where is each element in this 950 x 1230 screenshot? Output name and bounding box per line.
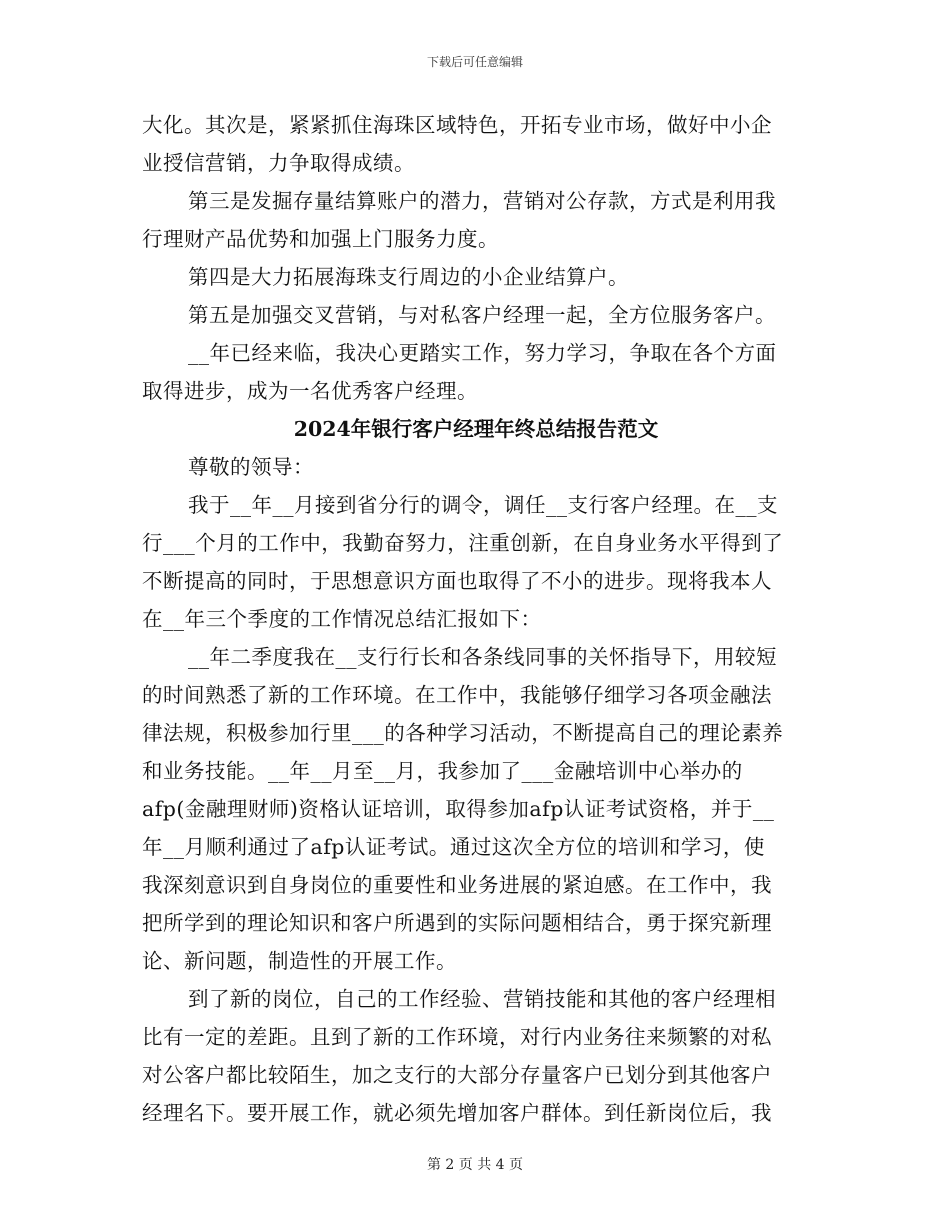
text-line: 在__年三个季度的工作情况总结汇报如下：: [142, 607, 542, 631]
text-line: 大化。其次是，紧紧抓住海珠区域特色，开拓专业市场，做好中小企: [142, 113, 772, 137]
text-line: 律法规，积极参加行里___的各种学习活动，不断提高自己的理论素养: [142, 721, 784, 745]
text-line: 我于__年__月接到省分行的调令，调任__支行客户经理。在__支: [188, 493, 778, 517]
text-line: __年二季度我在__支行行长和各条线同事的关怀指导下，用较短: [188, 645, 777, 669]
text-line: 到了新的岗位，自己的工作经验、营销技能和其他的客户经理相: [188, 987, 776, 1011]
text-line: 比有一定的差距。且到了新的工作环境，对行内业务往来频繁的对私: [142, 1025, 772, 1049]
text-line: 的时间熟悉了新的工作环境。在工作中，我能够仔细学习各项金融法: [142, 683, 772, 707]
page-header: 下载后可任意编辑: [426, 55, 523, 69]
text-line: 第三是发掘存量结算账户的潜力，营销对公存款，方式是利用我: [188, 189, 776, 213]
text-line: 业授信营销，力争取得成绩。: [142, 151, 415, 175]
text-line: 我深刻意识到自身岗位的重要性和业务进展的紧迫感。在工作中，我: [142, 873, 772, 897]
salutation: 尊敬的领导：: [188, 455, 314, 479]
document-body: [142, 106, 810, 1132]
text-line: 取得进步，成为一名优秀客户经理。: [142, 379, 478, 403]
text-line: 第五是加强交叉营销，与对私客户经理一起，全方位服务客户。: [188, 303, 776, 327]
text-line: 行___个月的工作中，我勤奋努力，注重创新，在自身业务水平得到了: [142, 531, 784, 555]
text-line: 和业务技能。__年__月至__月，我参加了___金融培训中心举办的: [142, 759, 743, 783]
text-line: 行理财产品优势和加强上门服务力度。: [142, 227, 499, 251]
text-line: 经理名下。要开展工作，就必须先增加客户群体。到任新岗位后，我: [142, 1101, 772, 1125]
text-line: 不断提高的同时，于思想意识方面也取得了不小的进步。现将我本人: [142, 569, 772, 593]
text-line: 把所学到的理论知识和客户所遇到的实际问题相结合，勇于探究新理: [142, 911, 772, 935]
section-title: 2024年银行客户经理年终总结报告范文: [293, 417, 659, 441]
page-footer: 第 2 页 共 4 页: [426, 1157, 524, 1173]
text-line: 第四是大力拓展海珠支行周边的小企业结算户。: [188, 265, 629, 289]
text-line: afp(金融理财师)资格认证培训，取得参加afp认证考试资格，并于__: [142, 797, 775, 821]
text-line: 论、新问题，制造性的开展工作。: [142, 949, 457, 973]
text-line: __年已经来临，我决心更踏实工作，努力学习，争取在各个方面: [188, 341, 777, 365]
text-line: 年__月顺利通过了afp认证考试。通过这次全方位的培训和学习，使: [142, 835, 765, 859]
text-line: 对公客户都比较陌生，加之支行的大部分存量客户已划分到其他客户: [142, 1063, 772, 1087]
